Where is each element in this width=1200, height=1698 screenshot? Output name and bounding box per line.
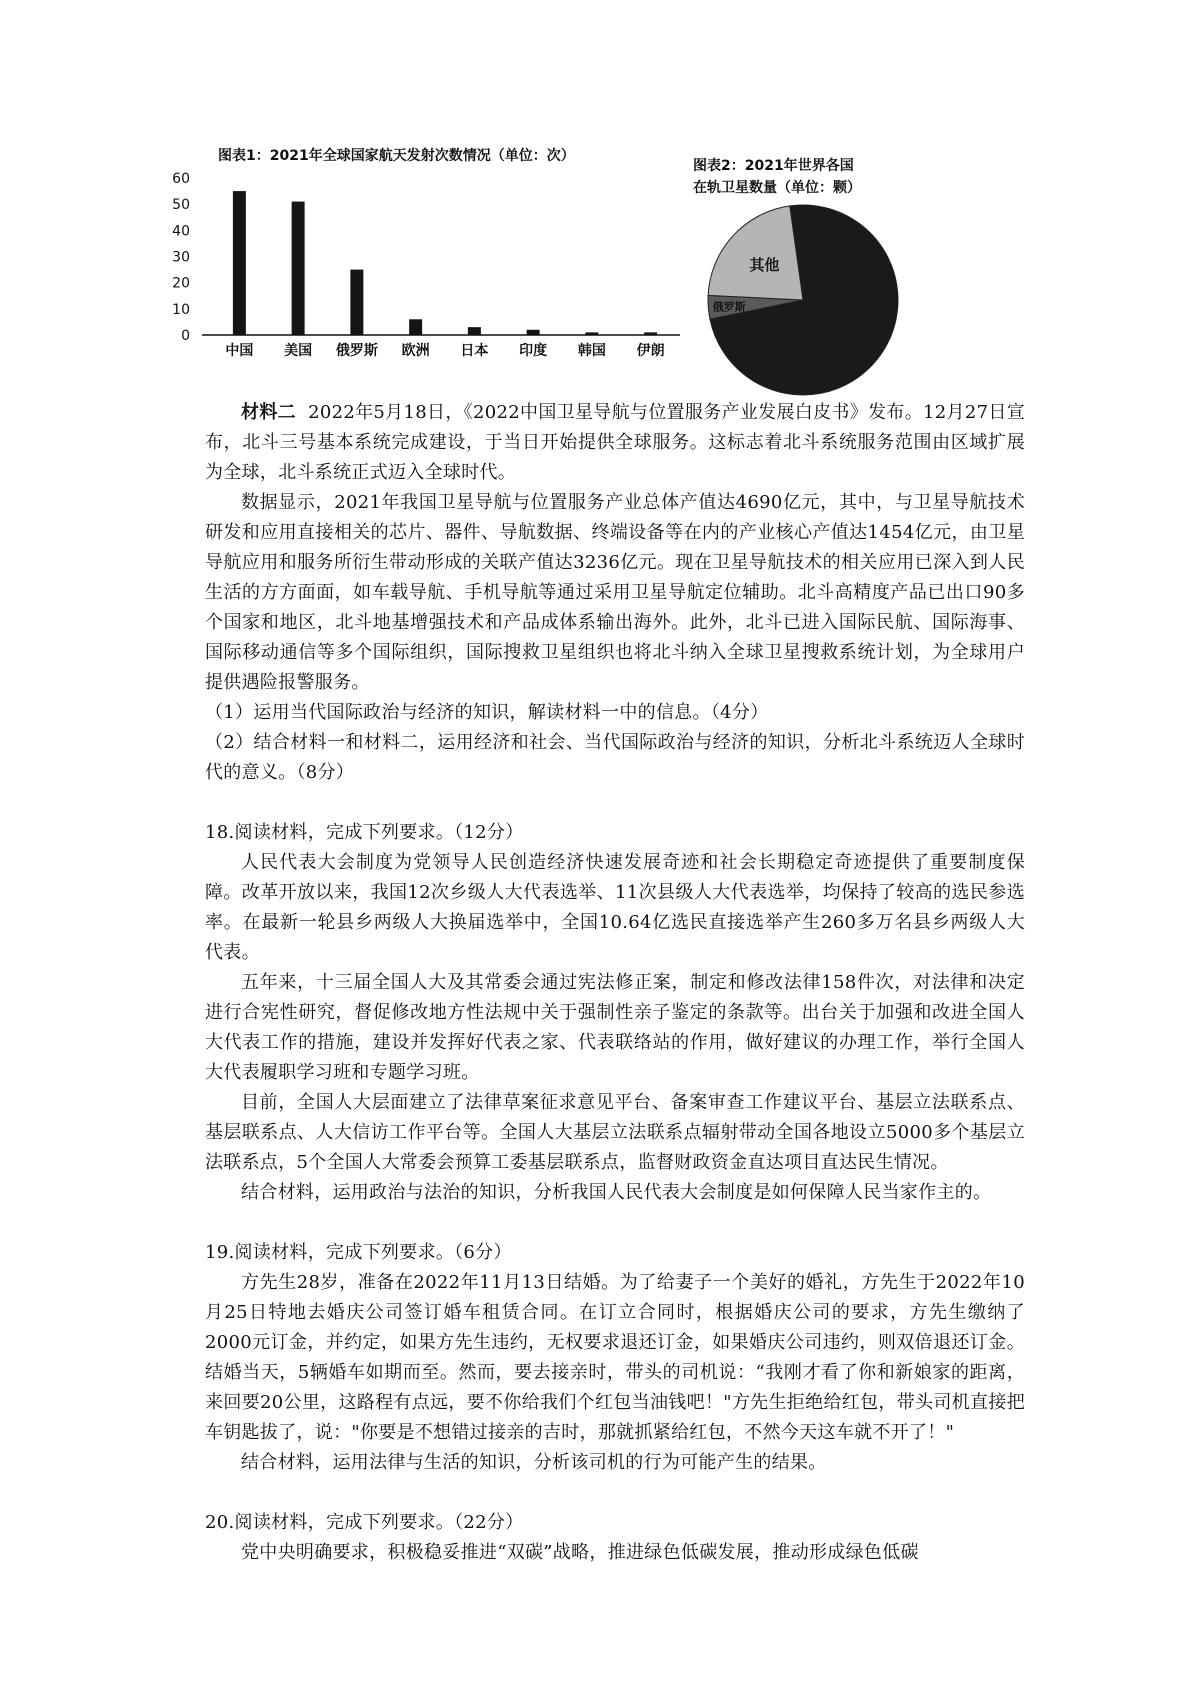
material-two-section <box>205 398 1025 1568</box>
pie-slice-label: 俄罗斯 <box>712 300 746 314</box>
bar-chart-launches <box>170 140 690 390</box>
category-label: 印度 <box>519 343 548 359</box>
question-17-1: （1）运用当代国际政治与经济的知识，解读材料一中的信息。（4分） <box>205 702 769 723</box>
bar-3 <box>409 319 422 335</box>
category-label: 日本 <box>460 343 489 359</box>
y-tick-label: 10 <box>172 301 190 318</box>
question-17-2: （2）结合材料一和材料二，运用经济和社会、当代国际政治与经济的知识，分析北斗系统迈人全球时代的意义。（8分） <box>205 732 1025 783</box>
y-tick-label: 20 <box>172 275 190 292</box>
bar-0 <box>233 191 246 335</box>
q19-prompt: 结合材料，运用法律与生活的知识，分析该司机的行为可能产生的结果。 <box>241 1452 827 1473</box>
y-tick-label: 60 <box>172 171 190 187</box>
question-18-heading: 18.阅读材料，完成下列要求。（12分） <box>205 822 524 843</box>
material-two-label: 材料二 <box>241 402 296 423</box>
question-19-heading: 19.阅读材料，完成下列要求。（6分） <box>205 1242 512 1263</box>
y-tick-label: 40 <box>172 223 190 240</box>
q20-paragraph-1: 党中央明确要求，积极稳妥推进“双碳”战略，推进绿色低碳发展，推动形成绿色低碳 <box>241 1542 919 1563</box>
q18-paragraph-1: 人民代表大会制度为党领导人民创造经济快速发展奇迹和社会长期稳定奇迹提供了重要制度保障。改革开放以来，我国12次乡级人大代表选举、11次县级人大代表选举，均保持了较高的选民参选率。在最新一轮县乡两级人大换届选举中，全国10.64亿选民直接选举产生260多万名县乡两级人大代表。 <box>205 852 1025 963</box>
q18-paragraph-2: 五年来，十三届全国人大及其常委会通过宪法修正案，制定和修改法律158件次，对法律和决定进行合宪性研究，督促修改地方性法规中关于强制性亲子鉴定的条款等。出台关于加强和改进全国人大代表工作的措施，建设并发挥好代表之家、代表联络站的作用，做好建议的办理工作，举行全国人大代表履职学习班和专题学习班。 <box>205 972 1025 1083</box>
y-tick-label: 0 <box>181 328 190 344</box>
category-label: 欧洲 <box>401 343 430 359</box>
pie-slice-2 <box>708 206 803 300</box>
question-20-heading: 20.阅读材料，完成下列要求。（22分） <box>205 1512 524 1533</box>
pie-chart-title-line-2: 在轨卫星数量（单位：颗） <box>693 180 861 196</box>
bar-5 <box>527 330 540 335</box>
category-label: 俄罗斯 <box>335 343 378 359</box>
category-label: 美国 <box>284 343 313 359</box>
category-label: 中国 <box>225 343 254 359</box>
bar-1 <box>292 202 305 335</box>
pie-chart-title-line-1: 图表2：2021年世界各国 <box>693 158 854 174</box>
bar-2 <box>350 270 363 335</box>
y-tick-label: 30 <box>172 249 190 266</box>
material-two-text-1: 2022年5月18日，《2022中国卫星导航与位置服务产业发展白皮书》发布。12月27日宣布，北斗三号基本系统完成建设，于当日开始提供全球服务。这标志着北斗系统服务范围由区域扩展为全球，北斗系统正式迈入全球时代。 <box>205 402 1026 483</box>
q18-paragraph-3: 目前，全国人大层面建立了法律草案征求意见平台、备案审查工作建议平台、基层立法联系点、基层联系点、人大信访工作平台等。全国人大基层立法联系点辐射带动全国各地设立5000多个基层立法联系点，5个全国人大常委会预算工委基层联系点，监督财政资金直达项目直达民生情况。 <box>205 1092 1025 1173</box>
q18-prompt: 结合材料，运用政治与法治的知识，分析我国人民代表大会制度是如何保障人民当家作主的。 <box>241 1182 992 1203</box>
category-label: 韩国 <box>577 343 606 359</box>
bar-chart-title: 图表1：2021年全球国家航天发射次数情况（单位：次） <box>218 148 575 164</box>
material-two-paragraph <box>205 398 1025 488</box>
pie-chart-satellites <box>685 150 915 400</box>
category-label: 伊朗 <box>636 343 665 359</box>
bar-4 <box>468 327 481 335</box>
material-two-paragraph-2: 数据显示，2021年我国卫星导航与位置服务产业总体产值达4690亿元，其中，与卫星导航技术研发和应用直接相关的芯片、器件、导航数据、终端设备等在内的产业核心产值达1454亿元，由卫星导航应用和服务所衍生带动形成的关联产值达3236亿元。现在卫星导航技术的相关应用已深入到人民生活的方方面面，如车载导航、手机导航等通过采用卫星导航定位辅助。北斗高精度产品已出口90多个国家和地区，北斗地基增强技术和产品成体系输出海外。此外，北斗已进入国际民航、国际海事、国际移动通信等多个国际组织，国际搜救卫星组织也将北斗纳入全球卫星搜救系统计划，为全球用户提供遇险报警服务。 <box>205 492 1025 693</box>
pie-slice-label: 其他 <box>749 255 780 274</box>
q19-paragraph-1: 方先生28岁，准备在2022年11月13日结婚。为了给妻子一个美好的婚礼，方先生于2022年10月25日特地去婚庆公司签订婚车租赁合同。在订立合同时，根据婚庆公司的要求，方先生缴纳了2000元订金，并约定，如果方先生违约，无权要求退还订金，如果婚庆公司违约，则双倍退还订金。结婚当天，5辆婚车如期而至。然而，要去接亲时，带头的司机说：“我刚才看了你和新娘家的距离，来回要20公里，这路程有点远，要不你给我们个红包当油钱吧！"方先生拒绝给红包，带头司机直接把车钥匙拔了，说："你要是不想错过接亲的吉时，那就抓紧给红包，不然今天这车就不开了！" <box>205 1272 1025 1443</box>
y-tick-label: 50 <box>172 197 190 214</box>
